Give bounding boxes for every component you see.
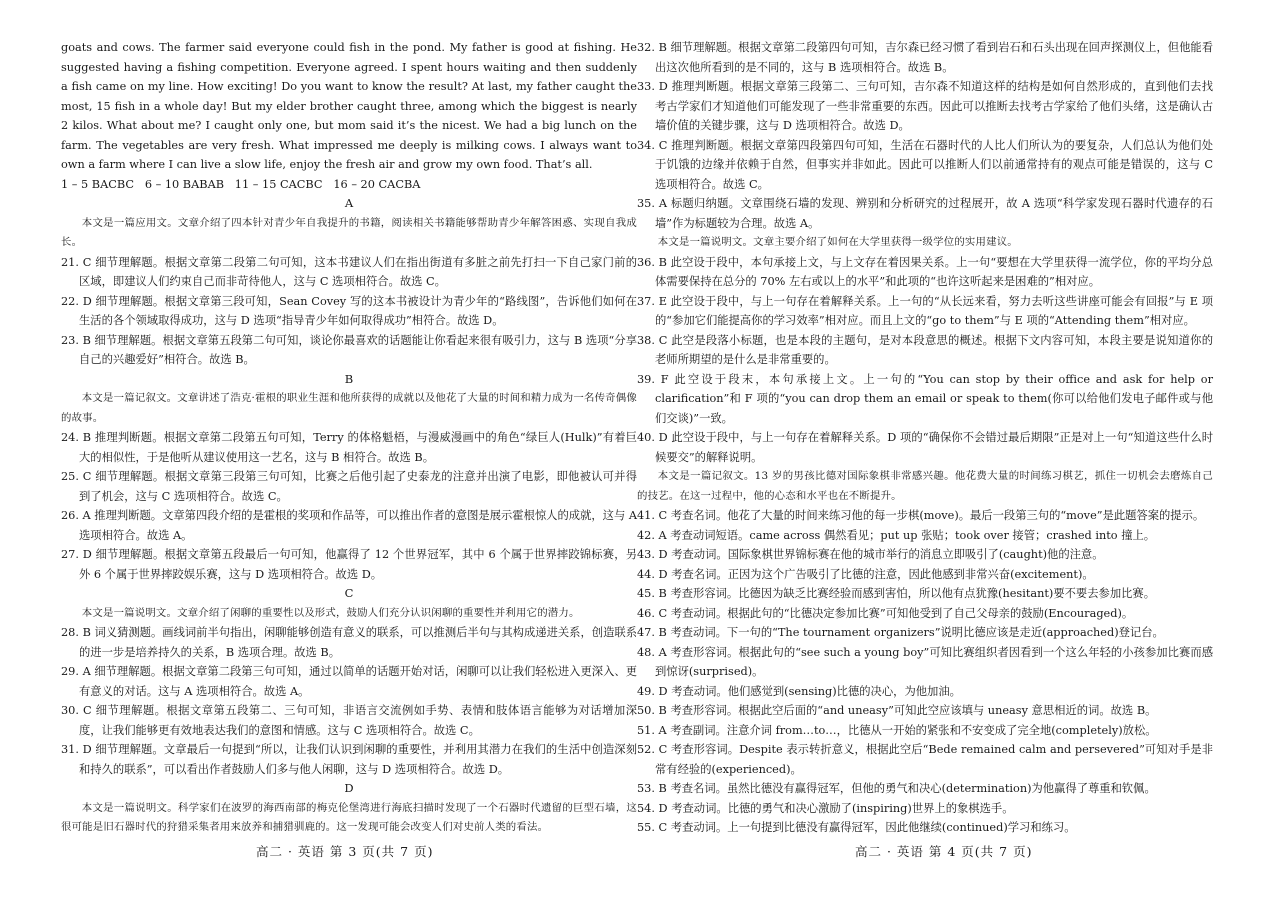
answer-item: 53. B 考查名词。虽然比德没有赢得冠军，但他的勇气和决心(determination)为他赢得了尊重和钦佩。 [637, 782, 1156, 795]
section-heading-d: D [344, 781, 354, 795]
answer-item: 30. C 细节理解题。根据文章第五段第二、三句可知，非语言交流例如手势、表情和肢体语言能够为对话增加深度，让我们能够更有效地表达我们的意图和情感。这与 C 选项相符合。故选 C。 [61, 704, 637, 737]
answer-item: 41. C 考查名词。他花了大量的时间来练习他的每一步棋(move)。最后一段第三句的“move”是此题答案的提示。 [637, 509, 1205, 522]
answer-item: 26. A 推理判断题。文章第四段介绍的是霍根的奖项和作品等，可以推出作者的意图是展示霍根惊人的成就，这与 A 选项相符合。故选 A。 [61, 509, 638, 542]
page-footer-left: 高二 · 英语 第 3 页(共 7 页) [256, 844, 434, 859]
answer-item: 47. B 考查动词。下一句的“The tournament organizers”说明比德应该是走近(approached)登记台。 [637, 626, 1164, 639]
answer-item: 51. A 考查副词。注意介词 from…to…，比德从一开始的紧张和不安变成了完全地(completely)放松。 [637, 723, 1157, 737]
seven-choice-intro: 本文是一篇说明文。文章主要介绍了如何在大学里获得一级学位的实用建议。 [657, 236, 1018, 248]
answer-item: 28. B 词义猜测题。画线词前半句指出，闲聊能够创造有意义的联系，可以推测后半句与其构成递进关系，创造联系的进一步是培养持久的关系，B 选项合理。故选 B。 [61, 626, 637, 659]
answer-item: 39. F 此空设于段末，本句承接上文。上一句的“You can stop by their office and ask for help or clarification”和 F 项的“you can drop them an email or speak to them(你可以给他们发电子邮件或与他们交谈)”一致。 [637, 372, 1213, 425]
answer-item: 38. C 此空是段落小标题，也是本段的主题句，是对本段意思的概述。根据下文内容可知，本段主要是说知道你的老师所期望的是什么是非常重要的。 [637, 333, 1213, 366]
answer-item: 24. B 推理判断题。根据文章第二段第五句可知，Terry 的体格魁梧，与漫威漫画中的角色“绿巨人(Hulk)”有着巨大的相似性，于是他听从建议使用这一艺名，这与 B 相符合。故选 B。 [61, 431, 637, 464]
answer-item: 31. D 细节理解题。文章最后一句提到“所以，让我们认识到闲聊的重要性，并利用其潜力在我们的生活中创造深刻和持久的联系”，可以看出作者鼓励人们多与他人闲聊，这与 D 选项相符合。故选 D。 [61, 743, 637, 776]
answer-item: 52. C 考查形容词。Despite 表示转折意义，根据此空后“Bede remained calm and persevered”可知对手是非常有经验的(experienced)。 [637, 743, 1213, 776]
left-page [61, 38, 637, 900]
answer-item: 46. C 考查动词。根据此句的“比德决定参加比赛”可知他受到了自己父母亲的鼓励(Encouraged)。 [637, 606, 1134, 620]
section-intro-b: 本文是一篇记叙文。文章讲述了浩克·霍根的职业生涯和他所获得的成就以及他花了大量的时间和精力成为一名传奇偶像的故事。 [61, 392, 637, 424]
answer-item: 49. D 考查动词。他们感觉到(sensing)比德的决心，为他加油。 [637, 684, 961, 698]
cloze-intro: 本文是一篇记叙文。13 岁的男孩比德对国际象棋非常感兴趣。他花费大量的时间练习棋艺，抓住一切机会去磨炼自己的技艺。在这一过程中，他的心态和水平也在不断提升。 [637, 470, 1213, 502]
answer-keys: 1 – 5 BACBC 6 – 10 BABAB 11 – 15 CACBC 16 – 20 CACBA [61, 177, 421, 191]
answer-item: 37. E 此空设于段中，与上一句存在着解释关系。上一句的“从长远来看，努力去听这些讲座可能会有回报”与 E 项的“参加它们能提高你的学习效率”相对应。而且上文的“go to them”与 E 项的“Attending them”相对应。 [637, 294, 1213, 327]
section-heading-a: A [344, 196, 354, 210]
answer-item: 48. A 考查形容词。根据此句的“see such a young boy”可知比赛组织者因看到一个这么年轻的小孩参加比赛而感到惊讶(surprised)。 [637, 645, 1213, 678]
answer-item: 23. B 细节理解题。根据文章第五段第二句可知，谈论你最喜欢的话题能让你看起来很有吸引力，这与 B 选项“分享自己的兴趣爱好”相符合。故选 B。 [61, 333, 637, 366]
section-heading-c: C [344, 586, 354, 600]
passage-text: goats and cows. The farmer said everyone could fish in the pond. My father is good at fishing. He suggested having a fishing competition. Everyone agreed. I spent hours waiting and then suddenly a fish came on my line. How exciting! Do you want to know the result? At last, my father caught the most, 15 fish in a whole day! But my elder brother caught three, among which the biggest is nearly 2 kilos. What about me? I caught only one, but mom said it’s the nicest. We had a big lunch on the farm. The vegetables are very fresh. What impressed me deeply is milking cows. I always want to own a farm where I can live a slow life, enjoy the fresh air and grow my own food. That’s all. [61, 41, 637, 171]
answer-item: 54. D 考查动词。比德的勇气和决心激励了(inspiring)世界上的象棋选手。 [637, 801, 1014, 815]
answer-item: 40. D 此空设于段中，与上一句存在着解释关系。D 项的“确保你不会错过最后期限”正是对上一句“知道这些什么时候要交”的解释说明。 [637, 431, 1213, 464]
answer-item: 27. D 细节理解题。根据文章第五段最后一句可知，他赢得了 12 个世界冠军，其中 6 个属于世界摔跤锦标赛，另外 6 个属于世界摔跤娱乐赛，这与 D 选项相符合。故选 D。 [61, 548, 637, 581]
answer-item: 50. B 考查形容词。根据此空后面的“and uneasy”可知此空应该填与 uneasy 意思相近的词。故选 B。 [637, 704, 1157, 717]
section-intro-c: 本文是一篇说明文。文章介绍了闲聊的重要性以及形式，鼓励人们充分认识闲聊的重要性并利用它的潜力。 [81, 606, 580, 619]
section-heading-b: B [344, 371, 354, 386]
answer-item: 25. C 细节理解题。根据文章第三段第三句可知，比赛之后他引起了史泰龙的注意并出演了电影，即他被认可并得到了机会，这与 C 选项相符合。故选 C。 [61, 470, 637, 503]
answer-item: 22. D 细节理解题。根据文章第三段可知，Sean Covey 写的这本书被设计为青少年的“路线图”，告诉他们如何在生活的各个领域取得成功，这与 D 选项“指导青少年如何取得成功”相符合。故选 D。 [61, 294, 637, 327]
answer-item: 44. D 考查名词。正因为这个广告吸引了比德的注意，因此他感到非常兴奋(excitement)。 [637, 567, 1094, 581]
section-intro-a: 本文是一篇应用文。文章介绍了四本针对青少年自我提升的书籍，阅读相关书籍能够帮助青少年解答困惑、实现自我成长。 [61, 216, 637, 248]
answer-item: 55. C 考查动词。上一句提到比德没有赢得冠军，因此他继续(continued)学习和练习。 [637, 821, 1076, 834]
right-page [637, 38, 1213, 900]
answer-item: 21. C 细节理解题。根据文章第二段第二句可知，这本书建议人们在指出街道有多脏之前先打扫一下自己家门前的区域，即建议人们约束自己而非苛待他人，这与 C 选项相符合。故选 C。 [61, 255, 637, 288]
page-footer-right: 高二 · 英语 第 4 页(共 7 页) [855, 844, 1033, 859]
answer-item: 42. A 考查动词短语。came across 偶然看见；put up 张贴；took over 接管；crashed into 撞上。 [637, 528, 1156, 542]
answer-item: 34. C 推理判断题。根据文章第四段第四句可知，生活在石器时代的人比人们所认为的要复杂，人们总认为他们处于饥饿的边缘并依赖于自然，但事实并非如此。因此可以推断人们以前通常持有的观点可能是错误的，这与 C 选项相符合。故选 C。 [637, 138, 1213, 191]
answer-item: 45. B 考查形容词。比德因为缺乏比赛经验而感到害怕，所以他有点犹豫(hesitant)要不要去参加比赛。 [637, 587, 1156, 600]
answer-item: 36. B 此空设于段中，本句承接上文，与上文存在着因果关系。上一句“要想在大学里获得一流学位，你的平均分总体需要保持在总分的 70% 左右或以上的水平”和此项的“也许这听起来是困难的”相对应。 [637, 255, 1213, 288]
answer-item: 35. A 标题归纳题。文章围绕石墙的发现、辨别和分析研究的过程展开，故 A 选项“科学家发现石器时代遗存的石墙”作为标题较为合理。故选 A。 [637, 197, 1213, 230]
answer-item: 43. D 考查动词。国际象棋世界锦标赛在他的城市举行的消息立即吸引了(caught)他的注意。 [637, 548, 1104, 561]
answer-item: 32. B 细节理解题。根据文章第二段第四句可知，吉尔森已经习惯了看到岩石和石头出现在回声探测仪上，但他能看出这次他所看到的是不同的，这与 B 选项相符合。故选 B。 [637, 41, 1213, 74]
answer-item: 33. D 推理判断题。根据文章第三段第二、三句可知，吉尔森不知道这样的结构是如何自然形成的，直到他们去找考古学家们才知道他们可能发现了一些非常重要的东西。因此可以推断去找考古学家给了他们头绪，这是确认古墙价值的关键步骤，这与 D 选项相符合。故选 D。 [637, 80, 1213, 132]
section-intro-d: 本文是一篇说明文。科学家们在波罗的海西南部的梅克伦堡湾进行海底扫描时发现了一个石器时代遗留的巨型石墙，这很可能是旧石器时代的狩猎采集者用来放养和捕猎驯鹿的。这一发现可能会改变人们对史前人类的看法。 [61, 801, 637, 833]
answer-item: 29. A 细节理解题。根据文章第二段第三句可知，通过以简单的话题开始对话，闲聊可以让我们轻松进入更深入、更有意义的对话。这与 A 选项相符合。故选 A。 [61, 665, 637, 698]
